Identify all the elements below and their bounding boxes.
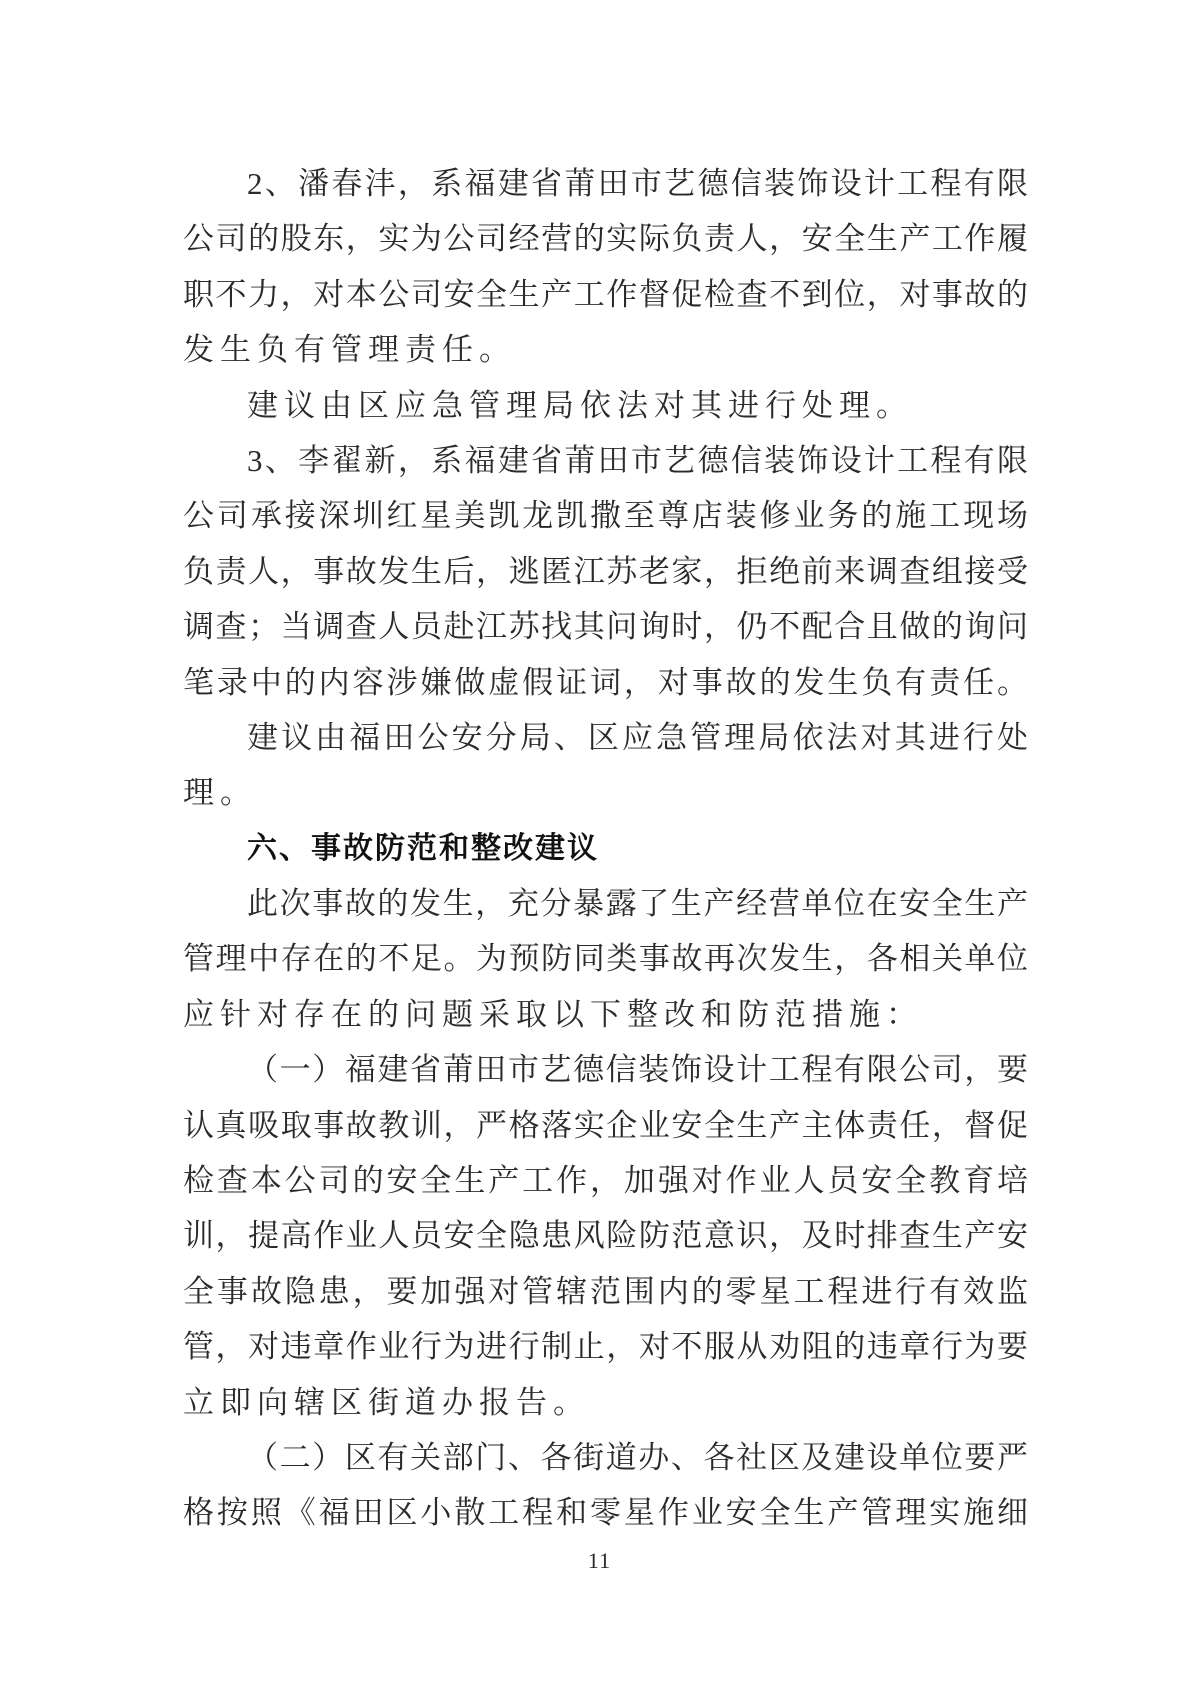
text-line: 格按照《福田区小散工程和零星作业安全生产管理实施细: [183, 1495, 1028, 1531]
text-line: 全事故隐患，要加强对管辖范围内的零星工程进行有效监: [183, 1273, 1028, 1309]
text-line: 此次事故的发生，充分暴露了生产经营单位在安全生产: [247, 886, 1028, 922]
text-line: 职不力，对本公司安全生产工作督促检查不到位，对事故的: [183, 276, 1028, 312]
text-line: 3、李翟新，系福建省莆田市艺德信装饰设计工程有限: [247, 442, 1028, 478]
text-line: 建议由福田公安分局、区应急管理局依法对其进行处: [247, 719, 1028, 755]
text-line: 负责人，事故发生后，逃匿江苏老家，拒绝前来调查组接受: [183, 553, 1028, 589]
text-line: 管理中存在的不足。为预防同类事故再次发生，各相关单位: [183, 941, 1028, 977]
section-heading: 六、事故防范和整改建议: [247, 831, 599, 865]
text-line: 建议由区应急管理局依法对其进行处理。: [247, 387, 913, 423]
text-line: 检查本公司的安全生产工作，加强对作业人员安全教育培: [183, 1163, 1028, 1199]
text-line: 公司承接深圳红星美凯龙凯撒至尊店装修业务的施工现场: [183, 498, 1028, 534]
text-line: 笔录中的内容涉嫌做虚假证词，对事故的发生负有责任。: [183, 664, 1028, 700]
text-line: （一）福建省莆田市艺德信装饰设计工程有限公司，要: [247, 1052, 1028, 1088]
text-line: （二）区有关部门、各街道办、各社区及建设单位要严: [247, 1439, 1028, 1475]
text-line: 调查；当调查人员赴江苏找其问询时，仍不配合且做的询问: [183, 609, 1028, 645]
text-line: 理。: [183, 775, 257, 811]
text-line: 认真吸取事故教训，严格落实企业安全生产主体责任，督促: [183, 1107, 1028, 1143]
page-number: 11: [587, 1548, 612, 1573]
document-body: [183, 156, 1028, 1541]
text-line: 管，对违章作业行为进行制止，对不服从劝阻的违章行为要: [183, 1329, 1028, 1365]
text-line: 应针对存在的问题采取以下整改和防范措施：: [183, 996, 923, 1032]
text-line: 发生负有管理责任。: [183, 332, 516, 368]
text-line: 2、潘春沣，系福建省莆田市艺德信装饰设计工程有限: [247, 166, 1028, 201]
text-line: 立即向辖区街道办报告。: [183, 1384, 590, 1420]
text-line: 训，提高作业人员安全隐患风险防范意识，及时排查生产安: [183, 1218, 1028, 1254]
text-line: 公司的股东，实为公司经营的实际负责人，安全生产工作履: [183, 221, 1028, 257]
